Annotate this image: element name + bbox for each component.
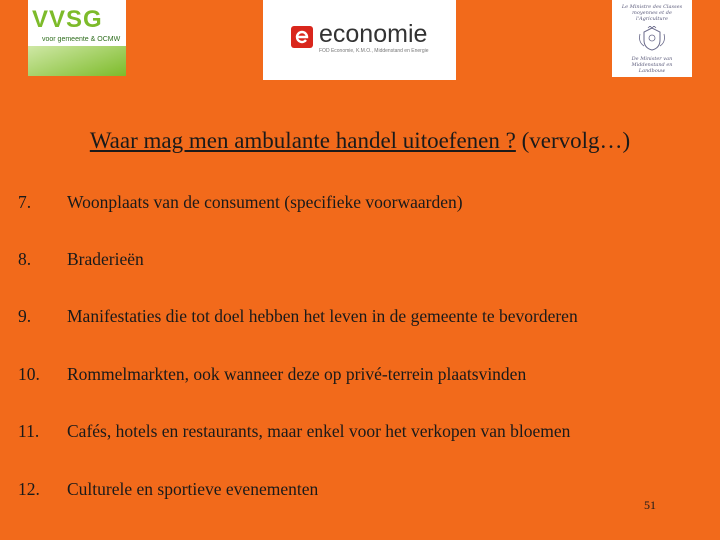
- list-item-text: Braderieën: [67, 249, 144, 269]
- crest-top-text: Le Ministre des Classes moyennes et de l'Agriculture: [621, 4, 683, 22]
- vvsg-logo: [28, 0, 126, 76]
- page-number: 51: [644, 498, 656, 512]
- list-item-number: 11.: [18, 421, 40, 441]
- list-item: [18, 306, 578, 327]
- slide-title-main: Waar mag men ambulante handel uitoefenen ?: [89, 128, 516, 153]
- list-item: [18, 364, 526, 385]
- economie-logo: [263, 0, 456, 80]
- slide-title-suffix: (vervolg…): [515, 128, 631, 153]
- vvsg-logo-stripe: [28, 46, 126, 76]
- list-item-number: 9.: [18, 306, 32, 326]
- list-item: [18, 192, 463, 213]
- list-item: [18, 479, 318, 500]
- list-item-number: 7.: [18, 192, 32, 212]
- list-item-number: 8.: [18, 249, 32, 269]
- list-item: [18, 421, 570, 442]
- vvsg-logo-tagline: voor gemeente & OCMW: [42, 36, 121, 43]
- list-item: [18, 249, 144, 270]
- list-item-text: Culturele en sportieve evenementen: [67, 479, 319, 499]
- list-item-text: Rommelmarkten, ook wanneer deze op privé-terrein plaatsvinden: [67, 364, 527, 384]
- economie-logo-mark-icon: [291, 26, 313, 48]
- list-item-text: Manifestaties die tot doel hebben het leven in de gemeente te bevorderen: [67, 306, 578, 326]
- slide-title: [0, 128, 720, 154]
- economie-logo-tagline: FOD Economie, K.M.O., Middenstand en Energie: [319, 48, 429, 54]
- crest-bottom-text: De Minister van Middenstand en Landbouw: [631, 56, 673, 74]
- ministry-crest-logo: [612, 0, 692, 77]
- list-item-number: 12.: [18, 479, 40, 499]
- coat-of-arms-icon: [636, 26, 668, 52]
- list-item-text: Woonplaats van de consument (specifieke voorwaarden): [67, 192, 463, 212]
- vvsg-logo-name: VVSG: [32, 6, 103, 33]
- economie-logo-name: economie: [319, 20, 428, 48]
- list-item-text: Cafés, hotels en restaurants, maar enkel voor het verkopen van bloemen: [67, 421, 571, 441]
- list-item-number: 10.: [18, 364, 40, 384]
